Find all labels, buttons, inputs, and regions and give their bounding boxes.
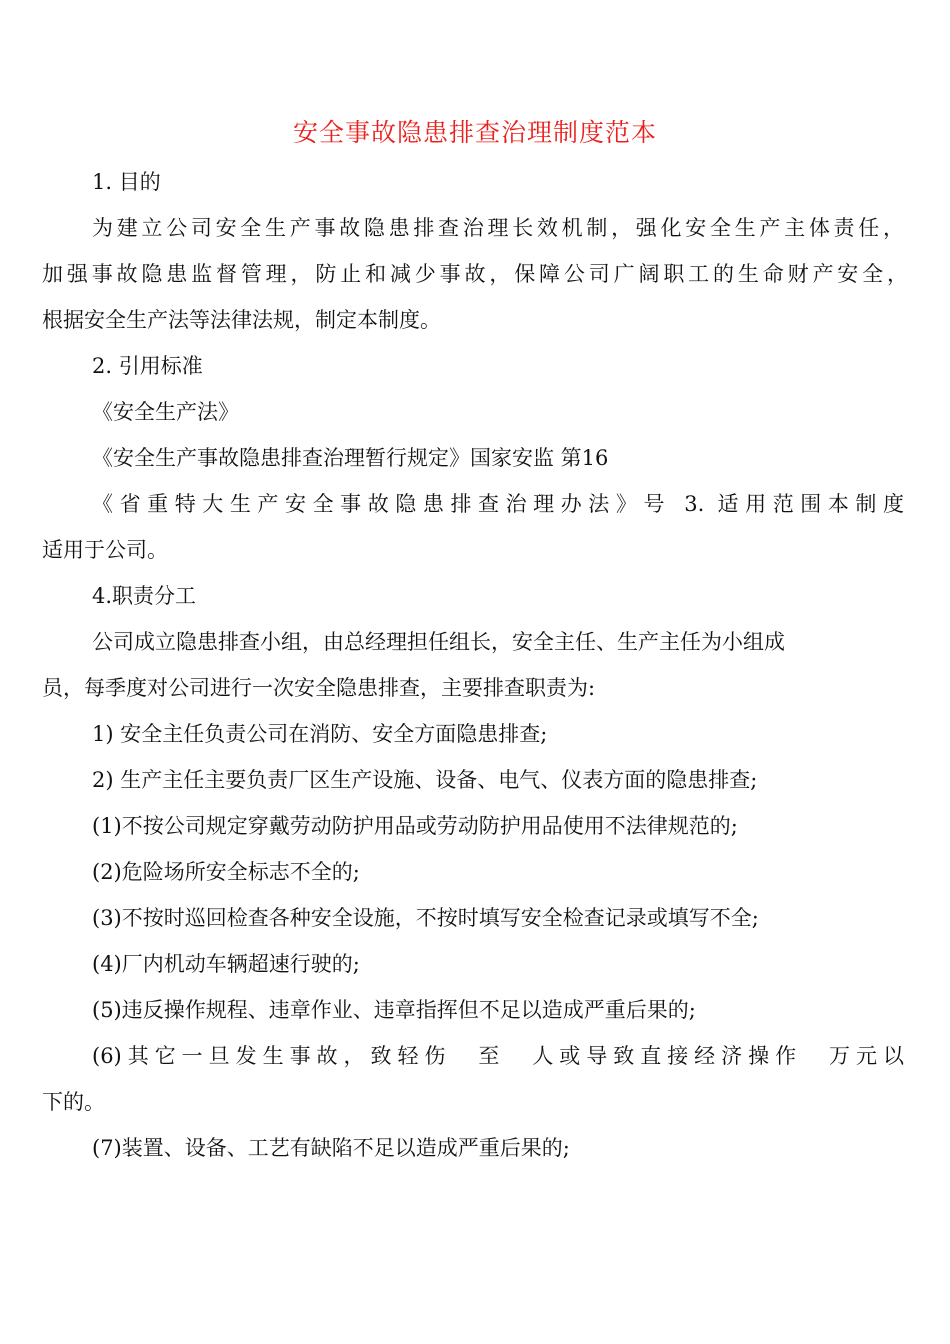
list-item: (3)不按时巡回检查各种安全设施，不按时填写安全检查记录或填写不全; [92, 906, 759, 930]
paragraph-line: 公司成立隐患排查小组，由总经理担任组长，安全主任、生产主任为小组成 [92, 630, 785, 654]
list-item-continuation: 下的。 [42, 1090, 105, 1114]
reference-item: 《安全生产事故隐患排查治理暂行规定》国家安监 第16 [92, 446, 609, 470]
paragraph-line: 适用于公司。 [42, 538, 168, 562]
list-item: (6)其它一旦发生事故，致轻伤 至 人或导致直接经济操作 万元以 [92, 1044, 904, 1068]
list-item: (1)不按公司规定穿戴劳动防护用品或劳动防护用品使用不法律规范的; [92, 814, 738, 838]
paragraph-line: 根据安全生产法等法律法规，制定本制度。 [42, 308, 441, 332]
paragraph-line: 加强事故隐患监督管理，防止和减少事故，保障公司广阔职工的生命财产安全， [42, 262, 908, 286]
list-item: 1) 安全主任负责公司在消防、安全方面隐患排查; [92, 722, 548, 746]
list-item: (7)装置、设备、工艺有缺陷不足以造成严重后果的; [92, 1136, 570, 1160]
section-heading-standards: 2. 引用标准 [92, 354, 203, 378]
document-title: 安全事故隐患排查治理制度范本 [292, 118, 657, 147]
list-item: 2) 生产主任主要负责厂区生产设施、设备、电气、仪表方面的隐患排查; [92, 768, 758, 792]
section-heading-purpose: 1. 目的 [92, 170, 161, 194]
paragraph-line: 为建立公司安全生产事故隐患排查治理长效机制，强化安全生产主体责任， [92, 216, 904, 240]
section-heading-duties: 4.职责分工 [92, 584, 197, 608]
reference-item: 《省重特大生产安全事故隐患排查治理办法》号 3. 适用范围本制度 [92, 492, 904, 516]
list-item: (4)厂内机动车辆超速行驶的; [92, 952, 360, 976]
list-item: (2)危险场所安全标志不全的; [92, 860, 360, 884]
reference-item: 《安全生产法》 [92, 400, 239, 424]
paragraph-line: 员，每季度对公司进行一次安全隐患排查，主要排查职责为: [42, 676, 596, 700]
list-item: (5)违反操作规程、违章作业、违章指挥但不足以造成严重后果的; [92, 998, 696, 1022]
